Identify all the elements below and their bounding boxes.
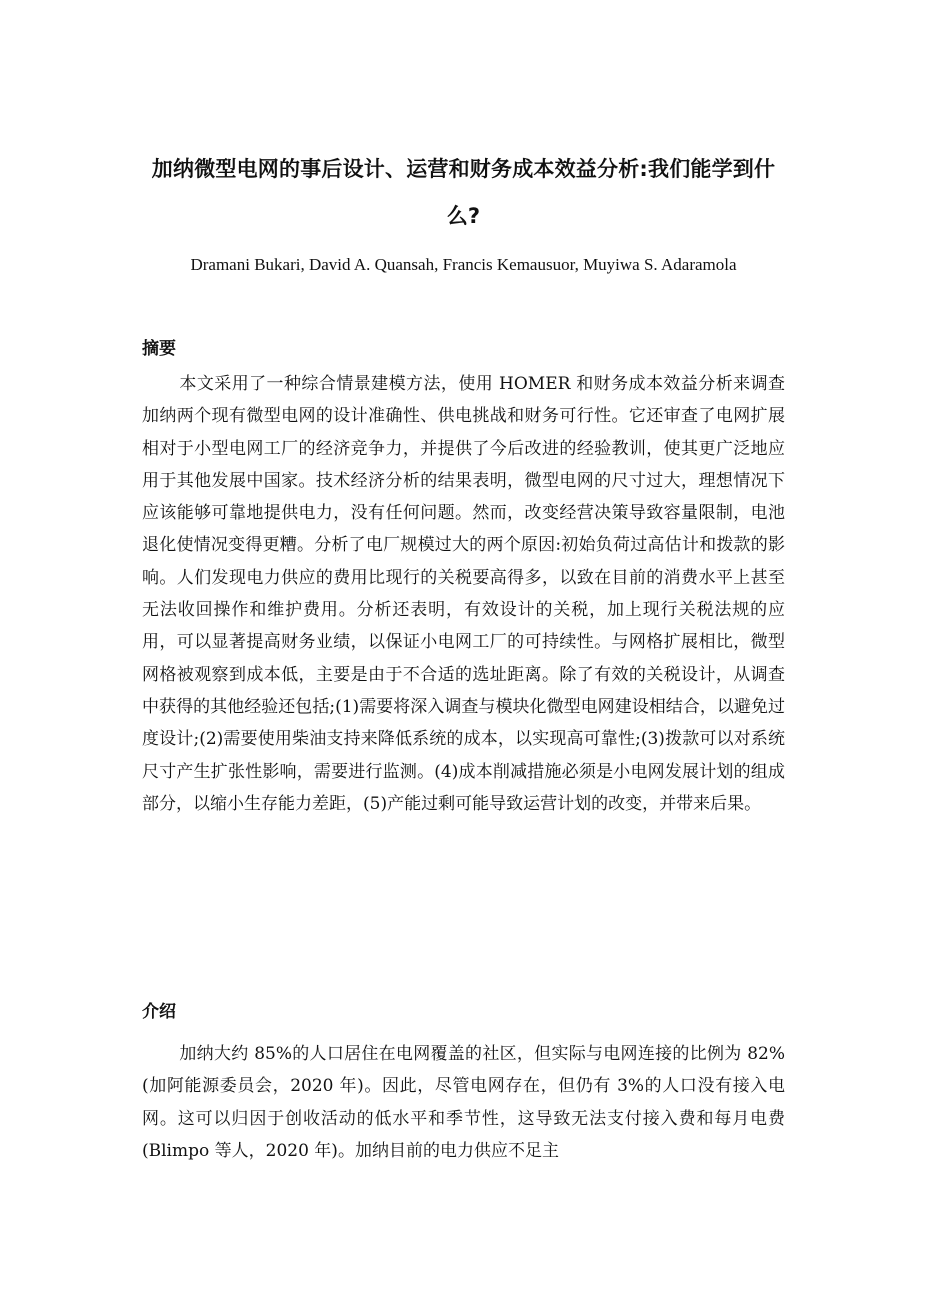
introduction-body: 加纳大约 85%的人口居住在电网覆盖的社区，但实际与电网连接的比例为 82%(加阿能源委员会，2020 年)。因此，尽管电网存在，但仍有 3%的人口没有接入电网。这可以归因于创收活动的低水平和季节性，这导致无法支付接入费和每月电费(Blimpo 等人，2020 年)。加纳目前的电力供应不足主	[142, 1044, 785, 1161]
introduction-heading: 介绍	[142, 1002, 176, 1022]
abstract-heading: 摘要	[142, 339, 176, 359]
paper-authors: Dramani Bukari, David A. Quansah, Francis Kemausuor, Muyiwa S. Adaramola	[190, 255, 737, 274]
paper-title: 加纳微型电网的事后设计、运营和财务成本效益分析:我们能学到什么?	[151, 157, 776, 228]
abstract-body: 本文采用了一种综合情景建模方法，使用 HOMER 和财务成本效益分析来调查加纳两个现有微型电网的设计准确性、供电挑战和财务可行性。它还审查了电网扩展相对于小型电网工厂的经济竞争力，并提供了今后改进的经验教训，使其更广泛地应用于其他发展中国家。技术经济分析的结果表明，微型电网的尺寸过大，理想情况下应该能够可靠地提供电力，没有任何问题。然而，改变经营决策导致容量限制，电池退化使情况变得更糟。分析了电厂规模过大的两个原因:初始负荷过高估计和拨款的影响。人们发现电力供应的费用比现行的关税要高得多，以致在目前的消费水平上甚至无法收回操作和维护费用。分析还表明，有效设计的关税，加上现行关税法规的应用，可以显著提高财务业绩，以保证小电网工厂的可持续性。与网格扩展相比，微型网格被观察到成本低，主要是由于不合适的选址距离。除了有效的关税设计，从调查中获得的其他经验还包括;(1)需要将深入调查与模块化微型电网建设相结合，以避免过度设计;(2)需要使用柴油支持来降低系统的成本，以实现高可靠性;(3)拨款可以对系统尺寸产生扩张性影响，需要进行监测。(4)成本削减措施必须是小电网发展计划的组成部分，以缩小生存能力差距，(5)产能过剩可能导致运营计划的改变，并带来后果。	[142, 374, 785, 814]
